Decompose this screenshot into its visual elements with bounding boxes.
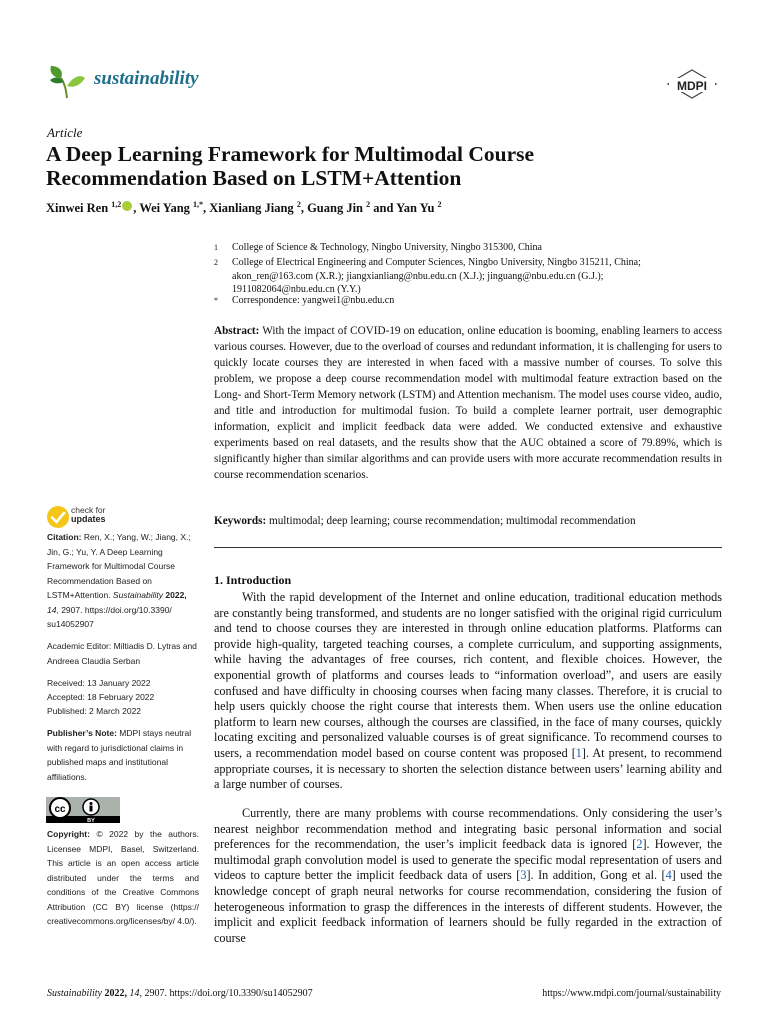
footer-journal-url[interactable]: https://www.mdpi.com/journal/sustainability (542, 988, 721, 999)
citation-label: Citation: (47, 532, 82, 542)
paragraph-text: ]. However, the multimodal graph convolution model is used to generate the specific modal representation of users and videos to capture better the implicit feedback data of users [ (214, 837, 722, 883)
section-heading: 1. Introduction (214, 573, 292, 587)
author-name[interactable]: Xianliang Jiang (209, 201, 294, 216)
body-paragraph (214, 590, 722, 793)
article-type: Article (47, 125, 83, 140)
check-label: check for (71, 505, 106, 515)
journal-logo-icon (47, 64, 87, 100)
affiliation-mark: 2 (214, 258, 218, 267)
received-date: Received: 13 January 2022 (47, 678, 151, 688)
citation-link[interactable]: 2 (636, 837, 643, 852)
author-affiliation-mark: 2 (366, 200, 371, 209)
author-affiliation-mark: 1,2 (111, 200, 122, 209)
keywords (214, 513, 722, 529)
citation-block (47, 530, 199, 632)
cc-by-license-icon[interactable] (46, 797, 120, 823)
keywords-label: Keywords: (214, 515, 267, 527)
affiliation-2 (214, 256, 734, 298)
citation-link[interactable]: 3 (520, 868, 527, 883)
copyright-text: © 2022 by the authors. Licensee MDPI, Basel, Switzerland. This article is an open access article distributed under the terms and conditions of the Creative Commons Attribution (CC BY) license (https:// creativecommons.org/licenses/by/ 4.0/). (47, 829, 199, 926)
author-separator: , (203, 201, 210, 216)
affiliation-mark: 1 (214, 243, 218, 252)
copyright-label: Copyright: (47, 829, 90, 839)
affiliation-emails[interactable]: 1911082064@nbu.edu.cn (Y.Y.) (232, 284, 361, 295)
affiliation-text: College of Electrical Engineering and Computer Sciences, Ningbo University, Ningbo 315211, China; (232, 257, 641, 268)
copyright-block (47, 827, 199, 929)
paragraph-text: Currently, there are many problems with course recommendations. Only considering the user’s nearest neighbor recommendation method and integrating basic personal information and social preferences for the recommendation, the user’s implicit feedback data is ignored [ (214, 806, 722, 852)
author-affiliation-mark: 2 (296, 200, 301, 209)
author-separator: , (133, 201, 140, 216)
citation-link[interactable]: 4 (665, 868, 672, 883)
author-list (46, 200, 726, 216)
svg-text:BY: BY (87, 818, 95, 823)
author-affiliation-mark: 1,* (193, 200, 204, 209)
footer-year: 2022, (104, 988, 127, 999)
correspondence-text[interactable]: Correspondence: yangwei1@nbu.edu.cn (232, 295, 395, 306)
journal-name[interactable]: sustainability (94, 68, 199, 89)
citation-journal: Sustainability (112, 590, 164, 600)
author-separator: and (370, 201, 397, 216)
section-divider (214, 547, 722, 548)
author-name[interactable]: Xinwei Ren (46, 201, 109, 216)
paragraph-text: ]. At present, to recommend appropriate courses, it is necessary to shorten the selection distance between users’ learning ability and a large number of courses. (214, 745, 723, 792)
svg-text:cc: cc (54, 804, 66, 815)
abstract (214, 323, 722, 483)
author-affiliation-mark: 2 (437, 200, 442, 209)
abstract-text: With the impact of COVID-19 on education, online education is booming, enabling learners to access various courses. However, due to the overload of courses and redundant information, it is challenging for users to quickly locate courses they are interested in when faced with a massive number of courses. To solve this problem, we propose a deep course recommendation model with multimodal feature extraction based on the Long- and Short-Term Memory network (LSTM) and Attention mechanism. The model uses course video, audio, and title and introduction for multimodal fusion. To build a complete learner portrait, user demographic information, explicit and implicit feedback data were added. We conducted extensive and exhaustive experiments based on real datasets, and the results show that the AUC obtained a score of 79.89%, which is significantly higher than similar algorithms and can provide users with more accurate recommendation results in course recommendation scenarios. (214, 325, 722, 481)
author-name[interactable]: Guang Jin (307, 201, 363, 216)
academic-editor: Academic Editor: Miltiadis D. Lytras and Andreea Claudia Serban (47, 641, 197, 666)
citation-year: 2022, (165, 590, 187, 600)
citation-link[interactable]: 1 (575, 745, 582, 760)
author-name[interactable]: Wei Yang (139, 201, 190, 216)
publisher-note-label: Publisher’s Note: (47, 728, 117, 738)
paragraph-text: ]. In addition, Gong et al. [ (526, 868, 666, 883)
body-paragraph (214, 806, 722, 946)
footer-citation (47, 988, 313, 999)
author-name[interactable]: Yan Yu (396, 201, 435, 216)
orcid-icon[interactable] (122, 201, 132, 211)
keywords-text: multimodal; deep learning; course recommendation; multimodal recommendation (269, 515, 636, 527)
svg-text:MDPI: MDPI (677, 79, 707, 93)
mdpi-logo-icon (664, 68, 720, 102)
affiliation-mark: * (214, 296, 218, 305)
check-for-updates[interactable] (71, 506, 106, 524)
affiliation-text: College of Science & Technology, Ningbo University, Ningbo 315300, China (232, 242, 542, 253)
abstract-label: Abstract: (214, 325, 260, 337)
footer-journal: Sustainability (47, 988, 102, 999)
author-separator: , (300, 201, 308, 216)
updates-label: updates (71, 514, 106, 524)
paragraph-text: ] used the knowledge concept of graph neural networks for course recommendation, considering the fusion of heterogeneous information to grasp the differences in the interests of different students. However, the implicit and explicit feedback information of learners should be fully regarded in the extraction of course (214, 868, 722, 945)
citation-text: Ren, X.; Yang, W.; Jiang, X.; Jin, G.; Yu, Y. A Deep Learning Framework for Multimodal Course Recommendation Based on LSTM+Attention. (47, 532, 191, 600)
paragraph-text: With the rapid development of the Internet and online education, traditional education methods are constantly being transformed, and students are no longer satisfied with the original rigid curriculum and tend to choose courses they are interested in through online education platforms. Platforms can provide high-quality, targeted teaching courses, a complete curriculum, and supporting assignments, while having the advantages of free courses, rich content, and flexible choices. However, the exponential growth of platforms and courses leads to “information overload”, and users are easily confused and have difficulty in choosing courses when facing many classes. Therefore, it is crucial to help users quickly choose the right course that interests them. When users use the online education platform to learn new courses, although the courses are classified, in the face of many courses, quickly locating exciting and personalized valuable courses is of great significance. To recommend courses to users, a recommendation model based on course content was proposed [ (214, 590, 722, 760)
article-title: A Deep Learning Framework for Multimodal Course Recommendation Based on LSTM+Attention (46, 142, 535, 190)
published-date: Published: 2 March 2022 (47, 706, 142, 716)
affiliation-emails[interactable]: akon_ren@163.com (X.R.); jiangxianliang@nbu.edu.cn (X.J.); jinguang@nbu.edu.cn (G.J.); (232, 270, 604, 282)
publisher-note-text: MDPI stays neutral with regard to jurisdictional claims in published maps and institutional affiliations. (47, 728, 192, 782)
accepted-date: Accepted: 18 February 2022 (47, 692, 155, 702)
footer-doi[interactable]: 2907. https://doi.org/10.3390/su14052907 (144, 988, 313, 999)
citation-volume: 14, (47, 604, 59, 615)
citation-doi[interactable]: 2907. https://doi.org/10.3390/ su14052907 (47, 604, 172, 629)
check-for-updates-icon[interactable] (46, 505, 70, 529)
footer-volume: 14, (129, 988, 142, 999)
publisher-note (47, 726, 199, 784)
